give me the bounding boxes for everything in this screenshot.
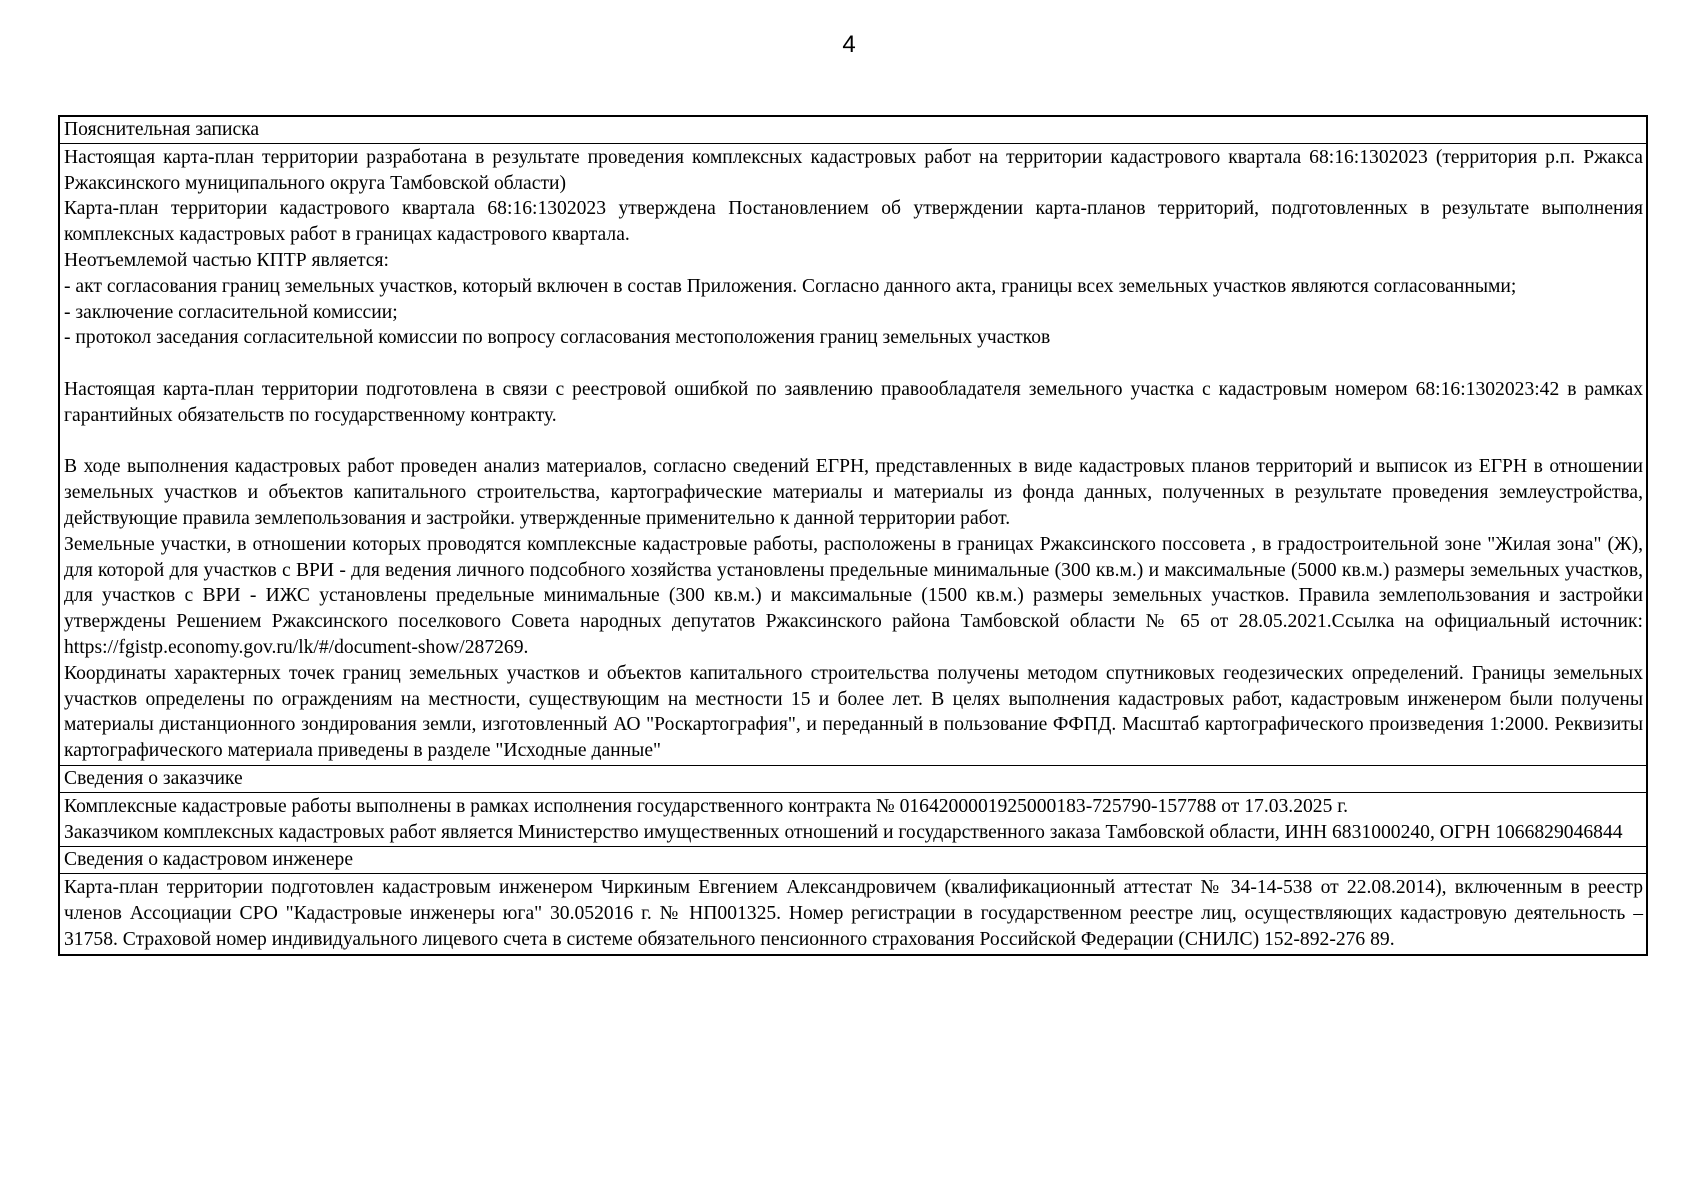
- blank-line: [64, 429, 1643, 455]
- section-heading-text: Сведения о кадастровом инженере: [64, 849, 354, 871]
- paragraph: Комплексные кадастровые работы выполнены в рамках исполнения государственного контракта № 0164200001925000183-725790-157788 от 17.03.2025 г.: [64, 795, 1349, 817]
- paragraph: - акт согласования границ земельных участков, который включен в состав Приложения. Согласно данного акта, границы всех земельных участков являются согласованными;: [64, 275, 1517, 297]
- paragraph: В ходе выполнения кадастровых работ проведен анализ материалов, согласно сведений ЕГРН, представленных в виде кадастровых планов территорий и выписок из ЕГРН в отношении земельных участков и объектов капитального строительства, картографические материалы и материалы из фонда данных, полученных в результате проведения землеустройства, действующие правила землепользования и застройки. утвержденные применительно к данной территории работ.: [64, 456, 1643, 529]
- section-body-engineer: [60, 873, 1646, 953]
- paragraph: Карта-план территории подготовлен кадастровым инженером Чиркиным Евгением Александровичем (квалификационный аттестат № 34-14-538 от 22.08.2014), включенным в реестр членов Ассоциации СРО "Кадастровые инженеры юга" 30.052016 г. № НП001325. Номер регистрации в государственном реестре лиц, осуществляющих кадастровую деятельность – 31758. Страховой номер индивидуального лицевого счета в системе обязательного пенсионного страхования Российской Федерации (СНИЛС) 152-892-276 89.: [64, 877, 1643, 950]
- section-heading-text: Пояснительная записка: [64, 119, 260, 140]
- paragraph: Настоящая карта-план территории разработана в результате проведения комплексных кадастровых работ на территории кадастрового квартала 68:16:1302023 (территория р.п. Ржакса Ржаксинского муниципального округа Тамбовской области): [64, 146, 1643, 194]
- blank-line: [64, 351, 1643, 377]
- explanatory-note-table: [58, 115, 1648, 956]
- paragraph: Координаты характерных точек границ земельных участков и объектов капитального строительства получены методом спутниковых геодезических определений. Границы земельных участков определены по ограждениям на местности, существующим на местности 15 и более лет. В целях выполнения кадастровых работ, кадастровым инженером были получены материалы дистанционного зондирования земли, изготовленный АО "Роскартография", и переданный в пользование ФФПД. Масштаб картографического произведения 1:2000. Реквизиты картографического материала приведены в разделе "Исходные данные": [64, 662, 1643, 762]
- section-heading-customer: [60, 765, 1646, 792]
- section-body-note: [60, 143, 1646, 765]
- paragraph: Земельные участки, в отношении которых проводятся комплексные кадастровые работы, расположены в границах Ржаксинского поссовета , в градостроительной зоне "Жилая зона" (Ж), для которой для участков с ВРИ - для ведения личного подсобного хозяйства установлены предельные минимальные (300 кв.м.) и максимальные (5000 кв.м.) размеры земельных участков, для участков с ВРИ - ИЖС установлены предельные минимальные (300 кв.м.) и максимальные (1500 кв.м.) размеры земельных участков. Правила землепользования и застройки утверждены Решением Ржаксинского поселкового Совета народных депутатов Ржаксинского района Тамбовской области № 65 от 28.05.2021.Ссылка на официальный источник: https://fgistp.economy.gov.ru/lk/#/document-show/287269.: [64, 533, 1643, 658]
- section-heading-note: [60, 117, 1646, 143]
- paragraph: Настоящая карта-план территории подготовлена в связи с реестровой ошибкой по заявлению правообладателя земельного участка с кадастровым номером 68:16:1302023:42 в рамках гарантийных обязательств по государственному контракту.: [64, 378, 1643, 426]
- paragraph: Неотъемлемой частью КПТР является:: [64, 249, 389, 271]
- paragraph: - протокол заседания согласительной комиссии по вопросу согласования местоположения границ земельных участков: [64, 327, 1051, 349]
- paragraph: - заключение согласительной комиссии;: [64, 301, 398, 323]
- paragraph: Заказчиком комплексных кадастровых работ является Министерство имущественных отношений и государственного заказа Тамбовской области, ИНН 6831000240, ОГРН 1066829046844: [64, 821, 1623, 843]
- section-heading-text: Сведения о заказчике: [64, 767, 243, 789]
- section-body-customer: [60, 792, 1646, 847]
- section-heading-engineer: [60, 846, 1646, 873]
- paragraph: Карта-план территории кадастрового квартала 68:16:1302023 утверждена Постановлением об утверждении карта-планов территорий, подготовленных в результате выполнения комплексных кадастровых работ в границах кадастрового квартала.: [64, 198, 1643, 246]
- page-number: 4: [842, 31, 856, 58]
